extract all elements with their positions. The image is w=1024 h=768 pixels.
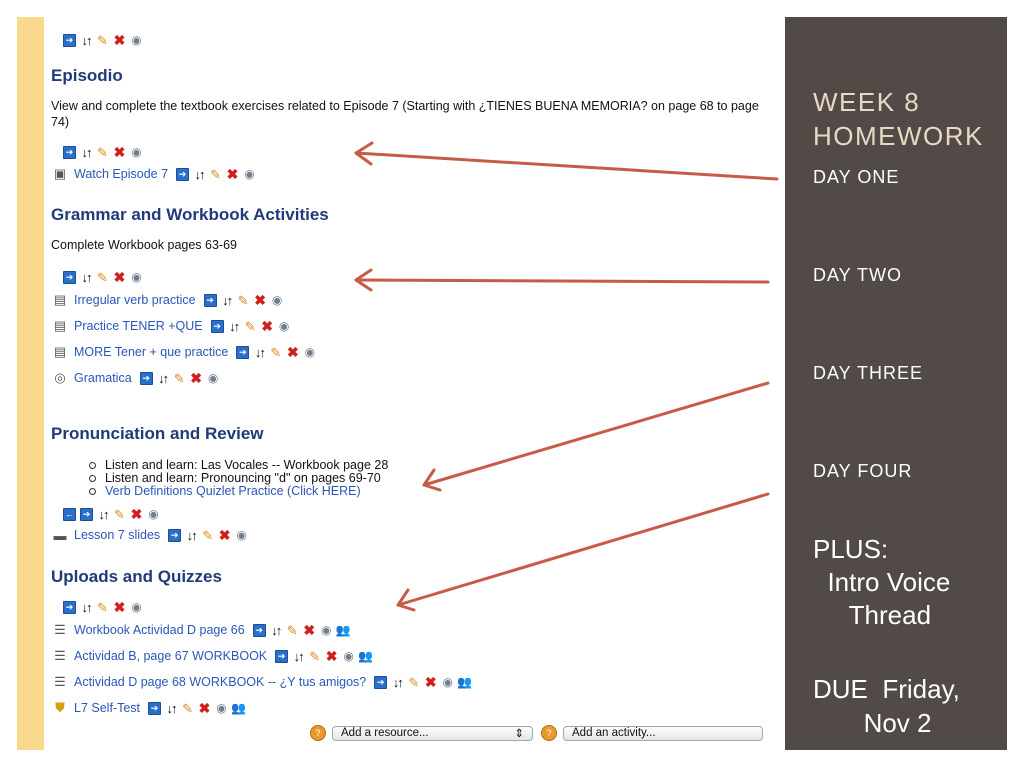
edit-icon[interactable]: ✎ (173, 370, 185, 386)
move-right-icon[interactable]: ➔ (148, 702, 161, 715)
day-label: DAY TWO (813, 265, 903, 285)
resource-link[interactable]: Irregular verb practice (74, 293, 196, 307)
resource-row (51, 291, 284, 309)
move-right-icon[interactable]: ➔ (63, 601, 76, 614)
visibility-icon[interactable]: ◉ (442, 674, 453, 689)
resource-row (51, 647, 372, 665)
groups-icon[interactable]: 👥 (231, 700, 246, 715)
visibility-icon[interactable]: ◉ (343, 648, 354, 663)
visibility-icon[interactable]: ◉ (148, 506, 159, 521)
visibility-icon[interactable]: ◉ (216, 700, 227, 715)
delete-icon[interactable]: ✖ (325, 647, 338, 664)
edit-icon[interactable]: ✎ (202, 527, 214, 543)
edit-icon[interactable]: ✎ (97, 269, 108, 285)
delete-icon[interactable]: ✖ (286, 343, 299, 360)
activity-icon: ▤ (53, 318, 67, 333)
visibility-icon[interactable]: ◉ (207, 370, 219, 385)
assignment-icon: ☰ (54, 674, 66, 689)
visibility-icon[interactable]: ◉ (278, 318, 290, 333)
move-right-icon[interactable]: ➔ (176, 168, 189, 181)
resource-link[interactable]: Lesson 7 slides (74, 528, 161, 542)
visibility-icon[interactable]: ◉ (236, 527, 247, 542)
move-updown-icon[interactable]: ↓↑ (229, 318, 239, 334)
section-edit-icons (63, 269, 143, 285)
panel-title-line: HOMEWORK (813, 121, 984, 151)
move-updown-icon[interactable]: ↓↑ (254, 344, 264, 360)
resource-row (51, 621, 350, 639)
list-item: Listen and learn: Las Vocales -- Workbook page 28 (87, 459, 388, 472)
move-updown-icon[interactable]: ↓↑ (81, 144, 91, 160)
resource-row (51, 369, 220, 387)
day-label: DAY ONE (813, 167, 900, 187)
quizlet-link[interactable]: Verb Definitions Quizlet Practice (Click HERE) (87, 485, 388, 498)
section-title-episodio: Episodio (51, 66, 123, 85)
delete-icon[interactable]: ✖ (130, 505, 143, 522)
section-description-episodio: View and complete the textbook exercises related to Episode 7 (Starting with ¿TIENES BUENA MEMORIA? on page 68 to page 74) (51, 99, 759, 129)
move-updown-icon[interactable]: ↓↑ (194, 166, 204, 182)
resource-row (51, 673, 471, 691)
select-arrow-icon: ⇕ (514, 728, 524, 740)
assignment-icon: ☰ (54, 648, 66, 663)
visibility-icon[interactable]: ◉ (131, 269, 142, 284)
move-updown-icon[interactable]: ↓↑ (98, 506, 108, 522)
move-right-icon[interactable]: ➔ (63, 34, 76, 47)
resource-row (51, 699, 245, 717)
section-title-uploads: Uploads and Quizzes (51, 567, 222, 586)
section-edit-icons (63, 506, 160, 522)
visibility-icon[interactable]: ◉ (304, 344, 316, 359)
resource-row (51, 317, 291, 335)
resource-link[interactable]: Watch Episode 7 (74, 167, 169, 181)
section-title-grammar: Grammar and Workbook Activities (51, 205, 329, 224)
visibility-icon[interactable]: ◉ (244, 166, 255, 181)
edit-icon[interactable]: ✎ (210, 166, 221, 182)
resource-link[interactable]: Workbook Actividad D page 66 (74, 623, 245, 637)
edit-icon[interactable]: ✎ (114, 506, 125, 522)
edit-icon[interactable]: ✎ (408, 674, 420, 690)
plus-note: PLUS: Intro Voice Thread (813, 534, 951, 630)
move-updown-icon[interactable]: ↓↑ (158, 370, 168, 386)
activity-icon: ▤ (53, 292, 67, 307)
visibility-icon[interactable]: ◉ (131, 599, 142, 614)
day-label: DAY FOUR (813, 461, 913, 481)
move-right-icon[interactable]: ➔ (275, 650, 288, 663)
edit-icon[interactable]: ✎ (244, 318, 256, 334)
groups-icon[interactable]: 👥 (358, 648, 374, 663)
visibility-icon[interactable]: ◉ (131, 144, 142, 159)
slides-icon: ▬ (53, 527, 67, 543)
link-icon: ◎ (54, 370, 66, 385)
edit-icon[interactable]: ✎ (309, 648, 321, 664)
add-activity-select[interactable] (563, 726, 763, 741)
move-right-icon[interactable]: ➔ (140, 372, 153, 385)
edit-icon[interactable]: ✎ (97, 144, 108, 160)
groups-icon[interactable]: 👥 (335, 622, 351, 637)
delete-icon[interactable]: ✖ (113, 598, 126, 615)
resource-link[interactable]: L7 Self-Test (74, 701, 141, 715)
move-right-icon[interactable]: ➔ (236, 346, 249, 359)
section-edit-icons (63, 32, 143, 48)
pronunciation-bullet-list (87, 459, 388, 498)
resource-row (51, 343, 316, 361)
move-right-icon[interactable]: ➔ (63, 271, 76, 284)
add-controls (310, 723, 763, 743)
resource-link[interactable]: Actividad B, page 67 WORKBOOK (74, 649, 268, 663)
delete-icon[interactable]: ✖ (303, 621, 316, 638)
edit-icon[interactable]: ✎ (182, 700, 193, 716)
move-updown-icon[interactable]: ↓↑ (81, 269, 91, 285)
move-right-icon[interactable]: ➔ (168, 529, 181, 542)
move-left-icon[interactable]: ← (65, 508, 74, 519)
help-icon[interactable]: ? (310, 725, 326, 741)
help-icon[interactable]: ? (541, 725, 557, 741)
edit-icon[interactable]: ✎ (270, 344, 282, 360)
section-description-grammar: Complete Workbook pages 63-69 (51, 238, 237, 252)
move-right-icon[interactable]: ➔ (204, 294, 217, 307)
move-right-icon[interactable]: ➔ (211, 320, 224, 333)
edit-icon[interactable]: ✎ (97, 32, 108, 48)
move-updown-icon[interactable]: ↓↑ (222, 292, 232, 308)
move-right-icon[interactable]: ➔ (63, 146, 76, 159)
move-updown-icon[interactable]: ↓↑ (392, 674, 402, 690)
course-page-screenshot (44, 17, 785, 750)
move-updown-icon[interactable]: ↓↑ (81, 32, 91, 48)
delete-icon[interactable]: ✖ (254, 291, 266, 308)
visibility-icon[interactable]: ◉ (320, 622, 332, 637)
edit-icon[interactable]: ✎ (97, 599, 108, 615)
move-updown-icon[interactable]: ↓↑ (293, 648, 303, 664)
homework-panel (785, 17, 1007, 750)
delete-icon[interactable]: ✖ (190, 369, 203, 386)
add-resource-label: Add a resource... (341, 727, 429, 739)
move-updown-icon[interactable]: ↓↑ (186, 527, 196, 543)
section-title-pronunciation: Pronunciation and Review (51, 424, 264, 443)
add-resource-select[interactable] (332, 726, 533, 741)
resource-link[interactable]: Gramatica (74, 371, 132, 385)
delete-icon[interactable]: ✖ (261, 317, 273, 334)
quiz-icon: ⛊ (55, 700, 65, 715)
delete-icon[interactable]: ✖ (424, 673, 437, 690)
groups-icon[interactable]: 👥 (457, 674, 473, 689)
section-edit-icons (63, 144, 143, 160)
edit-icon[interactable]: ✎ (237, 292, 249, 308)
resource-link[interactable]: MORE Tener + que practice (74, 345, 229, 359)
panel-title-line: WEEK 8 (813, 87, 921, 117)
visibility-icon[interactable]: ◉ (271, 292, 283, 307)
delete-icon[interactable]: ✖ (113, 143, 126, 160)
delete-icon[interactable]: ✖ (198, 699, 211, 716)
move-updown-icon[interactable]: ↓↑ (271, 622, 281, 638)
edit-icon[interactable]: ✎ (286, 622, 298, 638)
move-right-icon[interactable]: ➔ (374, 676, 387, 689)
visibility-icon[interactable]: ◉ (131, 32, 142, 47)
due-note: DUE Friday, Nov 2 (813, 674, 960, 738)
list-item: Listen and learn: Pronouncing "d" on pages 69-70 (87, 472, 388, 485)
left-accent-strip (17, 17, 44, 750)
video-icon: ▣ (53, 166, 67, 181)
panel-title (813, 85, 984, 153)
move-right-icon[interactable]: ➔ (253, 624, 266, 637)
delete-icon[interactable]: ✖ (113, 268, 126, 285)
delete-icon[interactable]: ✖ (113, 31, 126, 48)
activity-icon: ▤ (53, 344, 67, 359)
resource-row (51, 526, 248, 544)
section-edit-icons (63, 599, 143, 615)
resource-link[interactable]: Actividad D page 68 WORKBOOK -- ¿Y tus amigos? (74, 675, 367, 689)
move-updown-icon[interactable]: ↓↑ (166, 700, 176, 716)
move-updown-icon[interactable]: ↓↑ (81, 599, 91, 615)
delete-icon[interactable]: ✖ (226, 165, 239, 182)
resource-row (51, 165, 256, 183)
delete-icon[interactable]: ✖ (218, 526, 231, 543)
day-label: DAY THREE (813, 363, 924, 383)
assignment-icon: ☰ (54, 622, 66, 637)
add-activity-label: Add an activity... (572, 727, 656, 739)
move-right-icon[interactable]: ➔ (80, 508, 93, 521)
resource-link[interactable]: Practice TENER +QUE (74, 319, 203, 333)
